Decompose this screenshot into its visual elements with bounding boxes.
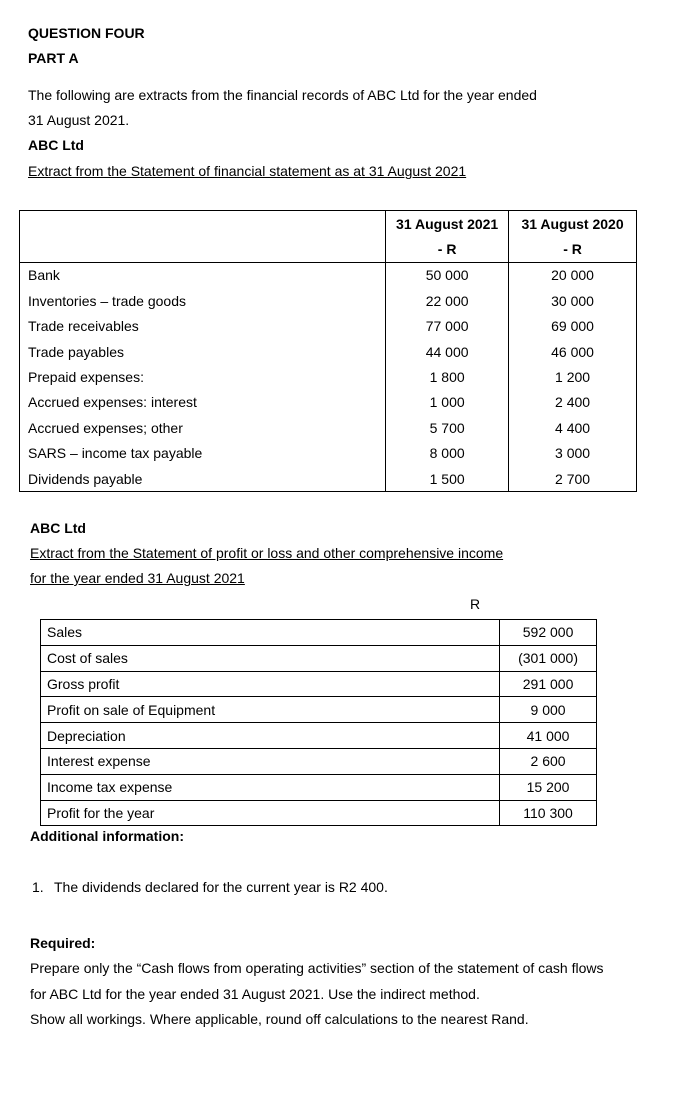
- table-row: [20, 262, 637, 288]
- row-value: 2 600: [500, 748, 597, 774]
- row-value: 291 000: [500, 671, 597, 697]
- extract-2-title-line-2: for the year ended 31 August 2021: [30, 570, 245, 586]
- value-2021: 1 800: [386, 364, 509, 389]
- value-2021: 44 000: [386, 339, 509, 364]
- extract-2-title-line-1: Extract from the Statement of profit or loss and other comprehensive income: [30, 545, 504, 561]
- value-2020: 2 400: [509, 390, 637, 415]
- table-row: [41, 774, 597, 800]
- row-label: SARS – income tax payable: [28, 445, 203, 462]
- row-label: Bank: [28, 267, 60, 284]
- col-2021-currency: - R: [386, 236, 509, 262]
- table-row: [41, 620, 597, 646]
- extract-1-title: Extract from the Statement of financial statement as at 31 August 2021: [28, 163, 467, 179]
- row-label: Interest expense: [41, 748, 500, 774]
- row-label: Income tax expense: [41, 774, 500, 800]
- required-line-3: Show all workings. Where applicable, round off calculations to the nearest Rand.: [30, 1011, 529, 1027]
- row-label: Prepaid expenses:: [28, 369, 144, 386]
- value-2020: 4 400: [509, 415, 637, 440]
- value-2021: 77 000: [386, 314, 509, 339]
- row-label: Cost of sales: [41, 645, 500, 671]
- additional-info-title: Additional information:: [30, 828, 184, 844]
- value-2020: 1 200: [509, 364, 637, 389]
- part-title: PART A: [28, 50, 79, 66]
- value-2021: 22 000: [386, 288, 509, 313]
- value-2020: 3 000: [509, 441, 637, 466]
- row-label: Gross profit: [41, 671, 500, 697]
- col-2020-currency: - R: [509, 236, 637, 262]
- income-statement-rows: [41, 620, 597, 826]
- row-value: (301 000): [500, 645, 597, 671]
- table-row: [20, 339, 637, 364]
- value-2021: 5 700: [386, 415, 509, 440]
- financial-position-table: [19, 210, 637, 492]
- row-value: 110 300: [500, 800, 597, 826]
- row-label: Accrued expenses; other: [28, 419, 183, 436]
- intro-line-2: 31 August 2021.: [28, 112, 130, 128]
- table-row: [41, 645, 597, 671]
- row-value: 9 000: [500, 697, 597, 723]
- row-value: 41 000: [500, 723, 597, 749]
- row-label: Sales: [41, 620, 500, 646]
- required-line-2: for ABC Ltd for the year ended 31 August 2021. Use the indirect method.: [30, 986, 480, 1002]
- value-2021: 8 000: [386, 441, 509, 466]
- table-row: [41, 671, 597, 697]
- value-2020: 69 000: [509, 314, 637, 339]
- value-2021: 50 000: [386, 262, 509, 288]
- row-label: Depreciation: [41, 723, 500, 749]
- col-2020-header: 31 August 2020: [509, 211, 637, 237]
- value-2020: 46 000: [509, 339, 637, 364]
- table-row: [41, 723, 597, 749]
- required-title: Required:: [30, 935, 96, 951]
- row-label: Inventories – trade goods: [28, 292, 186, 309]
- table-row: [20, 441, 637, 466]
- row-value: 592 000: [500, 620, 597, 646]
- value-2021: 1 500: [386, 466, 509, 492]
- company-name-1: ABC Ltd: [28, 137, 84, 153]
- table-row: [20, 288, 637, 313]
- table-row: [20, 364, 637, 389]
- value-2021: 1 000: [386, 390, 509, 415]
- table-subheader-row: [20, 236, 637, 262]
- row-label: Dividends payable: [28, 470, 143, 487]
- row-label: Accrued expenses: interest: [28, 394, 197, 411]
- financial-position-rows: [20, 262, 637, 492]
- income-currency-label: R: [470, 596, 481, 612]
- row-label: Profit for the year: [47, 804, 155, 821]
- additional-item-text: The dividends declared for the current year is R2 400.: [54, 879, 388, 895]
- row-label: Profit on sale of Equipment: [41, 697, 500, 723]
- table-row: [41, 748, 597, 774]
- table-row: [20, 466, 637, 492]
- company-name-2: ABC Ltd: [30, 520, 86, 536]
- value-2020: 20 000: [509, 262, 637, 288]
- table-row: [20, 415, 637, 440]
- intro-line-1: The following are extracts from the financial records of ABC Ltd for the year ended: [28, 87, 537, 103]
- table-row: [20, 314, 637, 339]
- value-2020: 2 700: [509, 466, 637, 492]
- additional-item-number: 1.: [32, 879, 44, 895]
- required-line-1: Prepare only the “Cash flows from operating activities” section of the statement of cash flows: [30, 960, 604, 976]
- income-statement-table: [40, 619, 597, 826]
- col-2021-header: 31 August 2021: [386, 211, 509, 237]
- table-row: [20, 390, 637, 415]
- table-row: [41, 697, 597, 723]
- table-row: [41, 800, 597, 826]
- row-value: 15 200: [500, 774, 597, 800]
- row-label: Trade payables: [28, 343, 124, 360]
- table-header-row: [20, 211, 637, 237]
- question-title: QUESTION FOUR: [28, 25, 145, 41]
- row-label: Trade receivables: [28, 318, 139, 335]
- value-2020: 30 000: [509, 288, 637, 313]
